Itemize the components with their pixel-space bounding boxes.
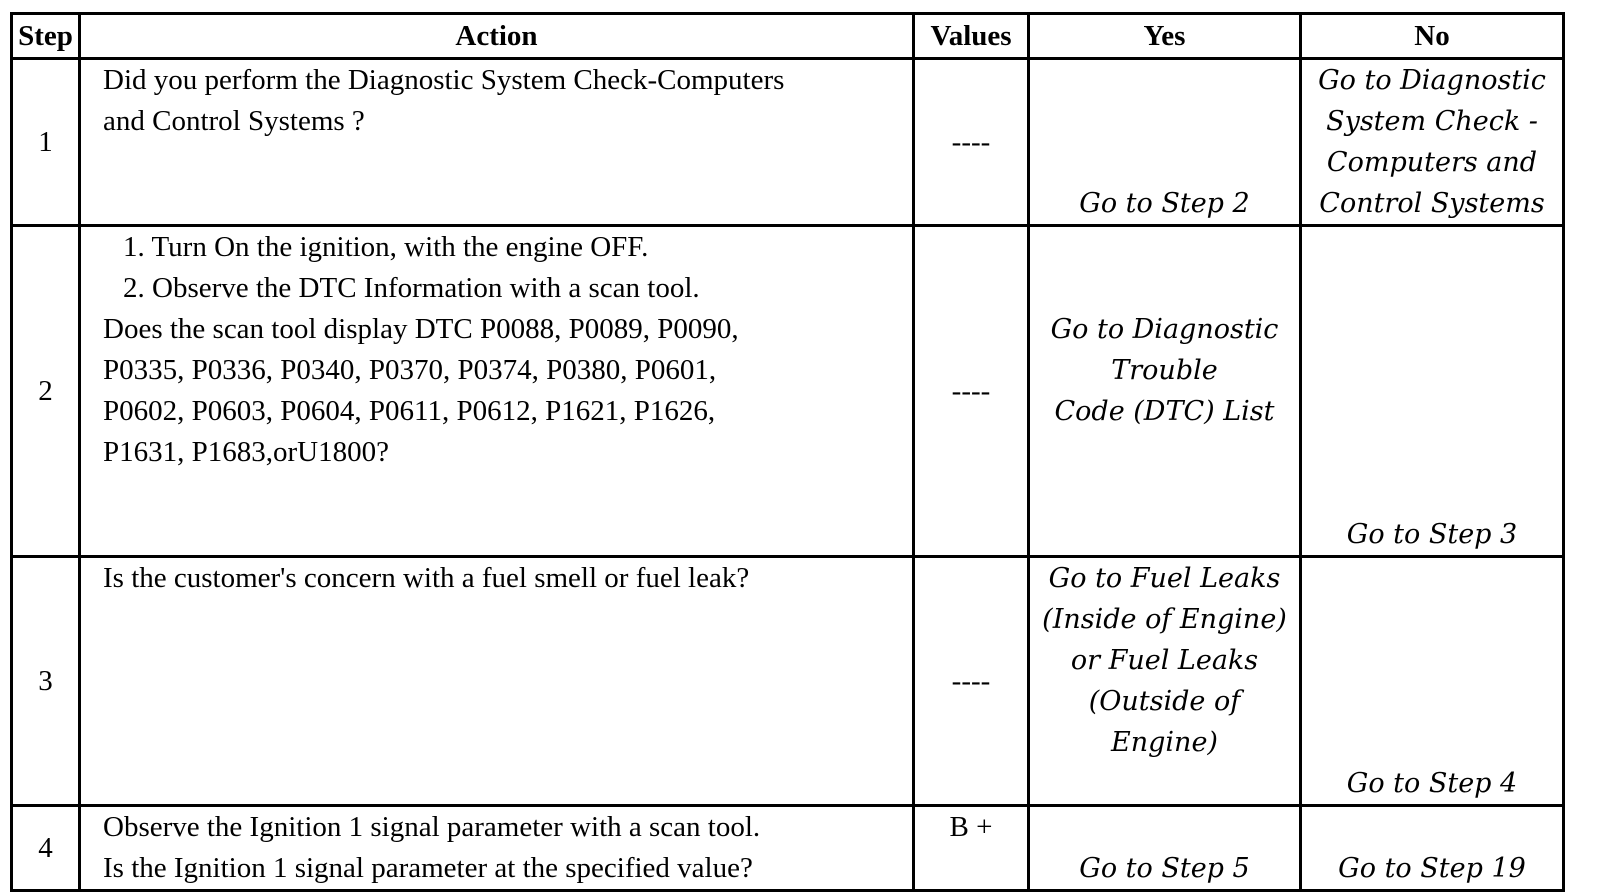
table-row <box>12 226 1564 557</box>
no-link: Go to Step 4 <box>1346 768 1518 799</box>
table-row <box>12 557 1564 806</box>
values-text: B + <box>949 811 993 843</box>
header-values: Values <box>914 14 1029 59</box>
action-text: P0335, P0336, P0340, P0370, P0374, P0380, P0601, <box>103 354 717 386</box>
no-link: Go to Step 3 <box>1346 519 1518 550</box>
step-number: 3 <box>12 557 80 806</box>
action-cell <box>80 557 914 806</box>
no-link: Go to Diagnostic <box>1318 65 1546 96</box>
values-cell: ---- <box>914 226 1029 557</box>
values-cell <box>914 806 1029 891</box>
no-cell <box>1301 226 1564 557</box>
step-number: 2 <box>12 226 80 557</box>
yes-link: (Inside of Engine) <box>1042 604 1287 635</box>
action-cell <box>80 226 914 557</box>
action-cell <box>80 806 914 891</box>
no-link: Control Systems <box>1319 188 1545 219</box>
action-cell <box>80 59 914 226</box>
no-link: Go to Step 19 <box>1338 853 1526 884</box>
step-number: 4 <box>12 806 80 891</box>
yes-link: Go to Diagnostic <box>1050 314 1279 345</box>
no-cell <box>1301 59 1564 226</box>
yes-link: Engine) <box>1111 727 1218 758</box>
table-row <box>12 806 1564 891</box>
header-step: Step <box>12 14 80 59</box>
yes-link: Code (DTC) List <box>1054 396 1275 427</box>
yes-cell <box>1029 59 1301 226</box>
table-row <box>12 59 1564 226</box>
action-text: P1631, P1683,orU1800? <box>103 436 389 468</box>
no-cell <box>1301 557 1564 806</box>
action-list-item: 2. Observe the DTC Information with a scan tool. <box>123 272 700 304</box>
yes-link: Trouble <box>1111 355 1218 386</box>
action-text: P0602, P0603, P0604, P0611, P0612, P1621, P1626, <box>103 395 716 427</box>
yes-link: Go to Fuel Leaks <box>1048 563 1281 594</box>
yes-cell <box>1029 557 1301 806</box>
action-text: Did you perform the Diagnostic System Check-Computers <box>103 64 785 96</box>
yes-cell <box>1029 226 1301 557</box>
header-no: No <box>1301 14 1564 59</box>
yes-cell <box>1029 806 1301 891</box>
step-number: 1 <box>12 59 80 226</box>
action-text: Is the Ignition 1 signal parameter at the specified value? <box>103 852 753 884</box>
yes-link: Go to Step 2 <box>1079 188 1250 219</box>
yes-link: (Outside of <box>1088 686 1241 717</box>
yes-link: or Fuel Leaks <box>1070 645 1259 676</box>
header-yes: Yes <box>1029 14 1301 59</box>
action-text: Does the scan tool display DTC P0088, P0089, P0090, <box>103 313 739 345</box>
values-cell: ---- <box>914 59 1029 226</box>
header-action: Action <box>80 14 914 59</box>
action-list-item: 1. Turn On the ignition, with the engine OFF. <box>123 231 649 263</box>
action-text: and Control Systems ? <box>103 105 365 137</box>
values-cell: ---- <box>914 557 1029 806</box>
header-row <box>12 14 1564 59</box>
action-text: Observe the Ignition 1 signal parameter with a scan tool. <box>103 811 761 843</box>
action-text: Is the customer's concern with a fuel smell or fuel leak? <box>103 562 750 594</box>
no-link: Computers and <box>1326 147 1538 178</box>
diagnostic-table <box>10 12 1565 892</box>
no-link: System Check - <box>1326 106 1538 137</box>
yes-link: Go to Step 5 <box>1079 853 1250 884</box>
no-cell <box>1301 806 1564 891</box>
